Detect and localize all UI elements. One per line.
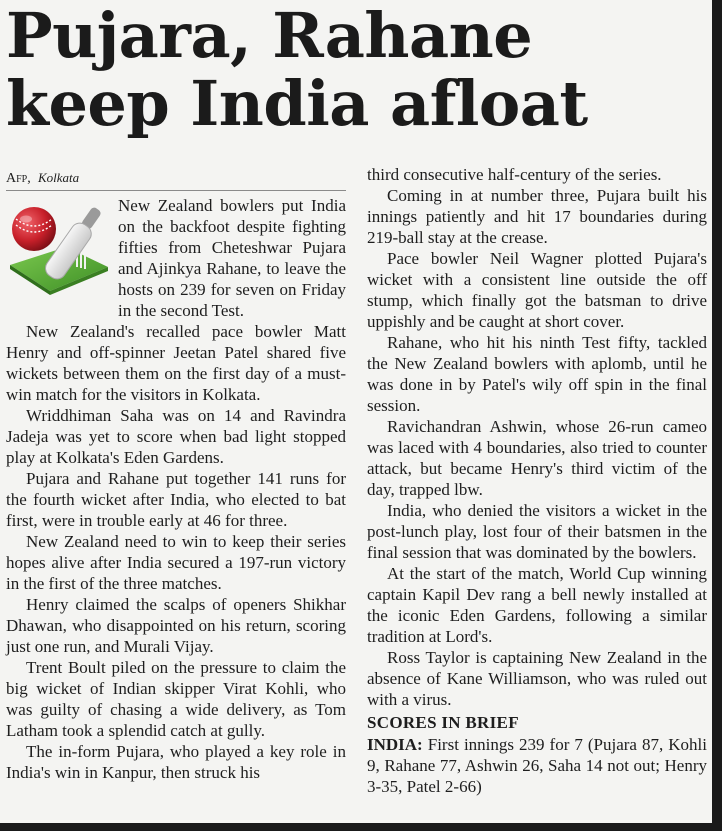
lead-section bbox=[6, 195, 346, 321]
scores-heading: SCORES IN BRIEF bbox=[367, 713, 519, 732]
lead-paragraph: New Zealand bowlers put India on the backfoot despite fighting fifties from Cheteshwar Pujara and Ajinkya Rahane, to leave the hosts on 239 for seven on Friday in the second Test. bbox=[118, 196, 346, 320]
article-paragraph: Trent Boult piled on the pressure to claim the big wicket of Indian skipper Virat Kohli, who was guilty of chasing a wide delivery, as Tom Latham took a splendid catch at gully. bbox=[6, 658, 346, 740]
scores-text: First innings 239 for 7 (Pujara 87, Kohli 9, Rahane 77, Ashwin 26, Saha 14 not out; Henry 3-35, Patel 2-66) bbox=[367, 735, 707, 796]
byline bbox=[6, 170, 346, 191]
article-paragraph: Ross Taylor is captaining New Zealand in the absence of Kane Williamson, who was ruled out with a virus. bbox=[367, 648, 707, 709]
scores-team: INDIA: bbox=[367, 735, 423, 754]
article-paragraph: New Zealand need to win to keep their series hopes alive after India secured a 197-run victory in the first of the three matches. bbox=[6, 532, 346, 593]
article-paragraph: New Zealand's recalled pace bowler Matt Henry and off-spinner Jeetan Patel shared five wickets between them on the first day of a must-win match for the visitors in Kolkata. bbox=[6, 322, 346, 404]
article-paragraph: Henry claimed the scalps of openers Shikhar Dhawan, who disappointed on his return, scoring just one run, and Murali Vijay. bbox=[6, 595, 346, 656]
byline-place: Kolkata bbox=[37, 170, 80, 185]
article-paragraph: Wriddhiman Saha was on 14 and Ravindra Jadeja was yet to score when bad light stopped play at Kolkata's Eden Gardens. bbox=[6, 406, 346, 467]
cricket-ball-and-bat-icon bbox=[6, 195, 112, 303]
article-paragraph: India, who denied the visitors a wicket in the post-lunch play, lost four of their batsmen in the final session that was dominated by the bowlers. bbox=[367, 501, 707, 562]
byline-agency: Afp, bbox=[6, 171, 31, 186]
article-paragraph: Pace bowler Neil Wagner plotted Pujara's wicket with a consistent line outside the off stump, which finally got the batsman to drive uppishly and be caught at short cover. bbox=[367, 249, 707, 331]
article-paragraph: At the start of the match, World Cup winning captain Kapil Dev rang a bell newly installed at the iconic Eden Gardens, following a similar tradition at Lord's. bbox=[367, 564, 707, 646]
article-paragraph: Rahane, who hit his ninth Test fifty, tackled the New Zealand bowlers with aplomb, until he was done in by Patel's wily off spin in the final session. bbox=[367, 333, 707, 415]
left-column bbox=[6, 164, 346, 783]
article-paragraph: The in-form Pujara, who played a key role in India's win in Kanpur, then struck his bbox=[6, 742, 346, 782]
article-paragraph: Ravichandran Ashwin, whose 26-run cameo was laced with 4 boundaries, also tried to counter attack, but became Henry's third victim of the day, trapped lbw. bbox=[367, 417, 707, 499]
headline: Pujara, Rahane keep India afloat bbox=[6, 0, 588, 140]
continued-paragraph: third consecutive half-century of the series. bbox=[367, 165, 662, 184]
right-column bbox=[367, 164, 707, 797]
scores-summary bbox=[367, 734, 707, 797]
article-paragraph: Pujara and Rahane put together 141 runs for the fourth wicket after India, who elected to bat first, were in trouble early at 46 for three. bbox=[6, 469, 346, 530]
article-paragraph: Coming in at number three, Pujara built his innings patiently and hit 17 boundaries during 219-ball stay at the crease. bbox=[367, 186, 707, 247]
